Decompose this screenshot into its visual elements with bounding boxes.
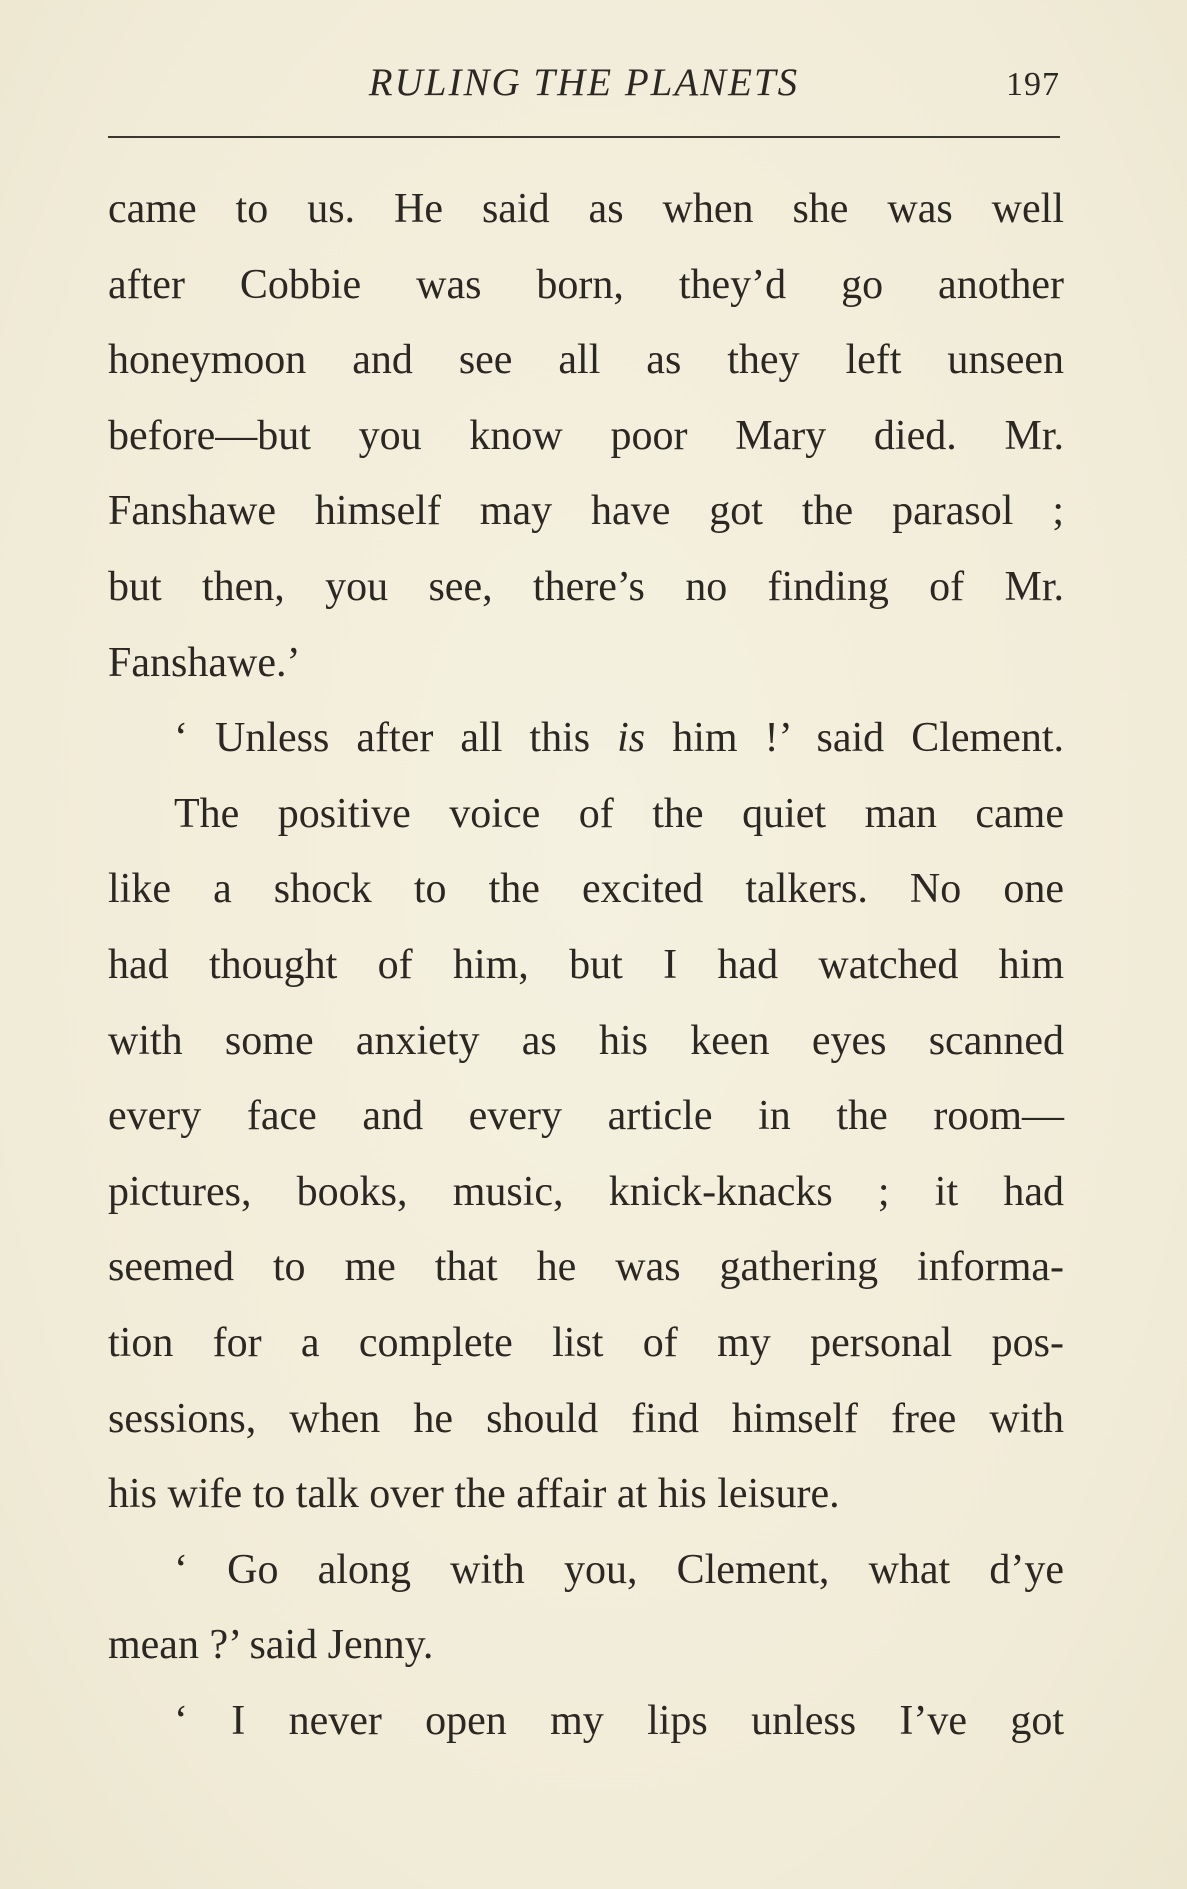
text-line: but then, you see, there’s no finding of Mr.: [108, 563, 1064, 610]
text-line: mean ?’ said Jenny.: [108, 1622, 434, 1669]
text-line: his wife to talk over the affair at his leisure.: [108, 1471, 840, 1518]
text-line: The positive voice of the quiet man came: [174, 790, 1064, 837]
text-line: like a shock to the excited talkers. No one: [108, 866, 1064, 913]
text-line: before—but you know poor Mary died. Mr.: [108, 412, 1064, 459]
page-number: 197: [1006, 66, 1060, 103]
body-text: [108, 172, 1064, 1759]
running-head: [108, 60, 1060, 110]
running-title: RULING THE PLANETS: [368, 61, 800, 104]
text-line: after Cobbie was born, they’d go another: [108, 261, 1064, 308]
text-line: sessions, when he should find himself free with: [108, 1395, 1064, 1442]
text-line: seemed to me that he was gathering informa-: [108, 1244, 1064, 1291]
text-line: [108, 701, 1064, 777]
text-run: ‘ Unless after all this: [174, 715, 618, 762]
text-line: with some anxiety as his keen eyes scanned: [108, 1017, 1064, 1064]
text-line: came to us. He said as when she was well: [108, 186, 1064, 232]
text-line: ‘ Go along with you, Clement, what d’ye: [174, 1546, 1064, 1593]
text-line: pictures, books, music, knick-knacks ; it had: [108, 1168, 1064, 1215]
text-line: tion for a complete list of my personal pos-: [108, 1319, 1064, 1366]
text-line: ‘ I never open my lips unless I’ve got: [174, 1697, 1064, 1744]
text-line: had thought of him, but I had watched him: [108, 941, 1064, 988]
text-run: him !’ said Clement.: [645, 715, 1064, 762]
text-line: every face and every article in the room—: [108, 1093, 1064, 1140]
italic-word: is: [617, 715, 646, 762]
text-line: Fanshawe himself may have got the parasol ;: [108, 488, 1064, 535]
text-line: honeymoon and see all as they left unseen: [108, 337, 1064, 384]
header-rule: [108, 136, 1060, 138]
text-line: Fanshawe.’: [108, 639, 301, 686]
